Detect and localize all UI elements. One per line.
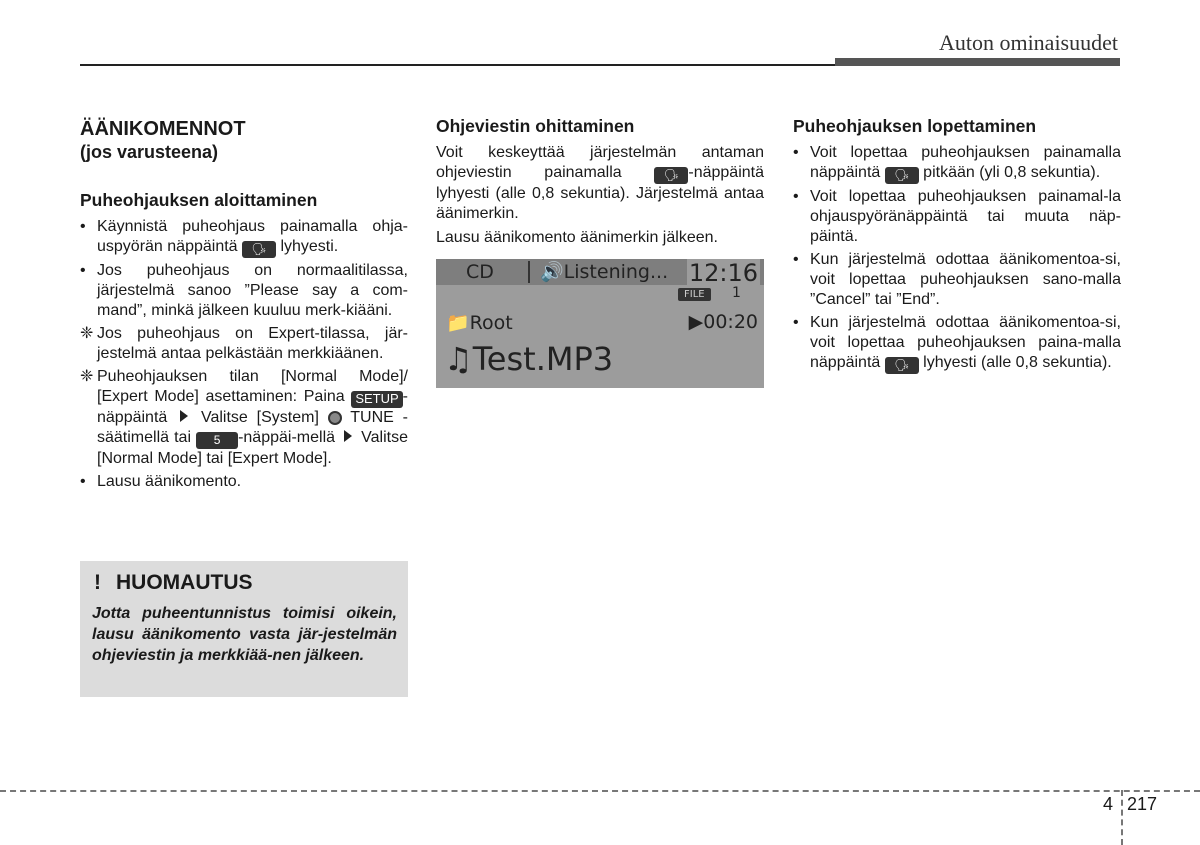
section-subtitle: (jos varusteena) xyxy=(80,142,219,162)
voice-listening-icon: 🔊 xyxy=(540,261,564,283)
footer-vertical-divider xyxy=(1121,790,1123,845)
display-elapsed: ▶00:20 xyxy=(688,311,758,333)
header-rule-accent xyxy=(835,58,1120,66)
setup-key: SETUP xyxy=(351,391,402,408)
tune-knob-icon xyxy=(328,411,342,425)
display-status: 🔊Listening... xyxy=(540,261,669,283)
page-number: 217 xyxy=(1127,794,1158,814)
voice-talk-icon: 🗣 xyxy=(885,357,919,374)
start-voice-list xyxy=(80,217,408,492)
list-item: • Kun järjestelmä odottaa äänikomentoa-si, voit lopettaa puheohjauksen sano-malla ”Cancel” tai ”End”. xyxy=(793,251,1121,308)
list-item: • Voit lopettaa puheohjauksen painamalla näppäintä 🗣 pitkään (yli 0,8 sekuntia). xyxy=(793,144,1121,182)
paragraph: Voit keskeyttää järjestelmän antaman ohjeviestin painamalla 🗣 -näppäintä lyhyesti (alle 0,8 sekuntia). Järjestelmä antaa äänimerkin. xyxy=(436,144,764,222)
key-5: 5 xyxy=(196,432,238,449)
list-item: • Jos puheohjaus on normaalitilassa, järjestelmä sanoo ”Please say a com-mand”, minkä jälkeen kuuluu merk-kiääni. xyxy=(80,262,408,319)
display-track: ♫Test.MP3 xyxy=(444,340,614,378)
display-divider xyxy=(528,261,530,283)
play-icon: ▶ xyxy=(688,311,704,333)
list-item: • Voit lopettaa puheohjauksen painamal-la ohjauspyöränäppäintä tai muuta näp-päintä. xyxy=(793,188,1121,245)
folder-icon: 📁 xyxy=(446,312,470,334)
display-clock: 12:16 xyxy=(688,259,758,287)
notice-box xyxy=(80,561,408,697)
header-title: Auton ominaisuudet xyxy=(938,30,1118,55)
voice-talk-icon: 🗣 xyxy=(242,241,276,258)
notice-title: ! HUOMAUTUS xyxy=(94,571,253,594)
file-number: 1 xyxy=(732,285,741,301)
heading-skip-prompt: Ohjeviestin ohittaminen xyxy=(436,116,635,136)
list-item: • Lausu äänikomento. xyxy=(80,473,242,490)
header-rule xyxy=(80,64,840,66)
column-voice-commands xyxy=(80,115,408,495)
section-title: ÄÄNIKOMENNOT xyxy=(80,118,246,140)
audio-display-screen xyxy=(436,259,764,388)
music-note-icon: ♫ xyxy=(444,340,473,378)
notice-text: Jotta puheentunnistus toimisi oikein, lausu äänikomento vasta jär-jestelmän ohjeviestin ja merkkiää-nen jälkeen. xyxy=(92,605,397,664)
column-end-voice xyxy=(793,115,1121,377)
display-folder: 📁Root xyxy=(446,312,513,334)
voice-talk-icon: 🗣 xyxy=(885,167,919,184)
note-item: ❈ Puheohjauksen tilan [Normal Mode]/ [Expert Mode] asettaminen: Paina SETUP -näppäintä Valitse [System] TUNE -säätimellä tai 5 -näppäi-mellä Valitse [Normal Mode] tai [Expert Mode]. xyxy=(80,368,409,467)
paragraph: Lausu äänikomento äänimerkin jälkeen. xyxy=(436,229,718,246)
heading-start-voice: Puheohjauksen aloittaminen xyxy=(80,190,318,210)
notice-icon: ! xyxy=(94,571,101,594)
footer-divider xyxy=(0,790,1200,792)
column-skip-prompt xyxy=(436,115,764,252)
chapter-number: 4 xyxy=(1103,794,1114,814)
display-source: CD xyxy=(466,261,494,283)
arrow-right-icon xyxy=(344,430,352,442)
list-item: • Kun järjestelmä odottaa äänikomentoa-si, voit lopettaa puheohjauksen paina-malla näppäintä 🗣 lyhyesti (alle 0,8 sekuntia). xyxy=(793,314,1121,372)
heading-end-voice: Puheohjauksen lopettaminen xyxy=(793,116,1037,136)
end-voice-list xyxy=(793,143,1121,374)
note-item: ❈ Jos puheohjaus on Expert-tilassa, jär-jestelmä antaa pelkästään merkkiäänen. xyxy=(80,325,408,362)
list-item: • Käynnistä puheohjaus painamalla ohja-uspyörän näppäintä 🗣 lyhyesti. xyxy=(80,218,408,256)
arrow-right-icon xyxy=(180,410,188,422)
file-badge: FILE xyxy=(678,288,711,301)
voice-talk-icon: 🗣 xyxy=(654,167,688,184)
